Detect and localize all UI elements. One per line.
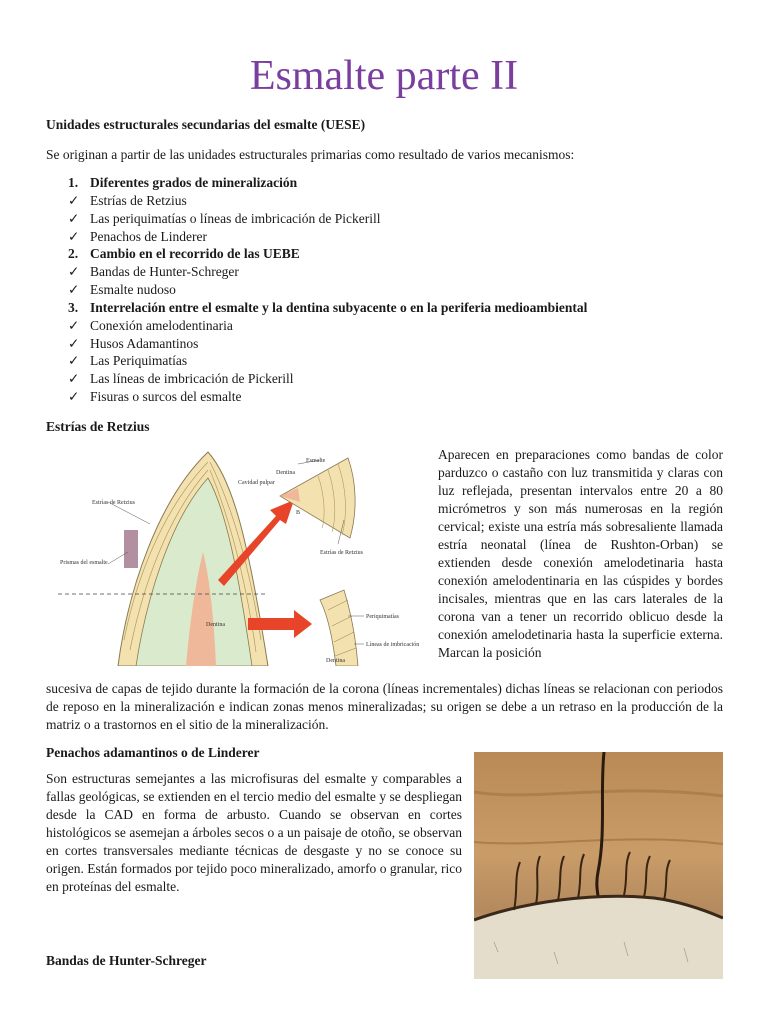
list-item [68, 388, 587, 406]
label-imbricacion: Líneas de imbricación [366, 642, 420, 648]
list-item-text: Las líneas de imbricación de Pickerill [90, 371, 294, 387]
label-periquimatias: Periquimatías [366, 614, 399, 620]
list-item [68, 370, 587, 388]
list-item [68, 335, 587, 353]
label-cavidad: Cavidad pulpar [238, 480, 275, 486]
retzius-diagram [58, 440, 428, 666]
list-item [68, 317, 587, 335]
intro-paragraph: Se originan a partir de las unidades estructurales primarias como resultado de varios mecanismos: [46, 147, 575, 162]
penachos-paragraph: Son estructuras semejantes a las microfisuras del esmalte y comparables a fallas geológicas, se extienden en el tercio medio del esmalte y se despliegan desde la CAD en forma de arbusto. Cuando se observan en cortes histológicos se asemejan a árboles secos o a un paisaje de otoño, se observan en cortes transversales mediante técnicas de desgaste y no se conoce su origen. Están formados por tejido poco mineralizado, amorfo o granular, rico en proteínas del esmalte. [46, 771, 462, 894]
list-item [68, 174, 587, 192]
check-icon: ✓ [68, 264, 80, 280]
list-item [68, 352, 587, 370]
list-item [68, 245, 587, 263]
check-icon: ✓ [68, 389, 80, 405]
retzius-side-paragraph: Aparecen en preparaciones como bandas de color parduzco o castaño con luz transmitida y claras con luz reflejada, presentan intervalos entre 20 a 80 micrómetros y son más numerosas en la región cervical; existe una estría más sobresaliente llamada estría neonatal (línea de Rushton-Orban) se extienden desde conexión amelodetinaria hasta conexión amelodentinaria en las cúspides y bordes incisales, mientras que en las cars laterales de la corona van a tener un recorrido oblicuo desde la conexión amelodetinaria hasta la superficie externa. Marcan la posición [438, 447, 723, 660]
list-item-text: Husos Adamantinos [90, 335, 199, 351]
mechanisms-list [68, 174, 587, 406]
label-estrias-right: Estrías de Retzius [320, 550, 363, 556]
check-icon: ✓ [68, 192, 80, 208]
label-dentina-bottom: Dentina [326, 658, 345, 664]
list-item-text: Esmalte nudoso [90, 282, 176, 298]
list-item [68, 299, 587, 317]
list-item [68, 210, 587, 228]
list-item-text: Penachos de Linderer [90, 228, 207, 244]
list-item-text: Interrelación entre el esmalte y la dentina subyacente o en la periferia medioambiental [90, 299, 588, 315]
list-item-text: Conexión amelodentinaria [90, 317, 233, 333]
check-icon: ✓ [68, 228, 80, 244]
list-item [68, 263, 587, 281]
check-icon: ✓ [68, 317, 80, 333]
list-item-text: Bandas de Hunter-Schreger [90, 264, 239, 280]
label-dentina-center: Dentina [206, 622, 225, 628]
check-icon: ✓ [68, 282, 80, 298]
list-item-text: Diferentes grados de mineralización [90, 175, 298, 190]
retzius-bottom-paragraph: sucesiva de capas de tejido durante la formación de la corona (líneas incrementales) dichas líneas se relacionan con periodos de reposo en la mineralización e indican zonas menos mineralizadas; su origen se debe a un retraso en la producción de la matriz o a trastornos en el sitio de la mineralización. [46, 681, 723, 732]
list-item-text: Las periquimatías o líneas de imbricación de Pickerill [90, 210, 381, 226]
check-icon: ✓ [68, 353, 80, 369]
list-item [68, 228, 587, 246]
list-item [68, 281, 587, 299]
section-heading-hunter: Bandas de Hunter-Schreger [46, 953, 207, 968]
list-number: 3. [68, 299, 79, 315]
check-icon: ✓ [68, 210, 80, 226]
enamel-tufts-micrograph [474, 752, 723, 979]
list-item-text: Fisuras o surcos del esmalte [90, 389, 242, 405]
page-title: Esmalte parte II [249, 53, 519, 99]
section-heading-retzius: Estrías de Retzius [46, 419, 150, 434]
list-item-text: Las Periquimatías [90, 353, 188, 369]
section-heading-uese: Unidades estructurales secundarias del esmalte (UESE) [46, 117, 366, 132]
label-esmalte: Esmalte [306, 458, 326, 464]
list-item-text: Estrías de Retzius [90, 192, 187, 208]
label-b: B [296, 510, 301, 516]
check-icon: ✓ [68, 335, 80, 351]
label-prismas: Prismas del esmalte [60, 560, 108, 566]
list-item-text: Cambio en el recorrido de las UEBE [90, 246, 300, 262]
section-heading-penachos: Penachos adamantinos o de Linderer [46, 745, 260, 760]
check-icon: ✓ [68, 371, 80, 387]
label-estrias-left: Estrías de Retzius [92, 500, 135, 506]
list-number: 2. [68, 246, 79, 262]
list-item [68, 192, 587, 210]
label-dentina-top: Dentina [276, 470, 295, 476]
list-number: 1. [68, 175, 79, 190]
